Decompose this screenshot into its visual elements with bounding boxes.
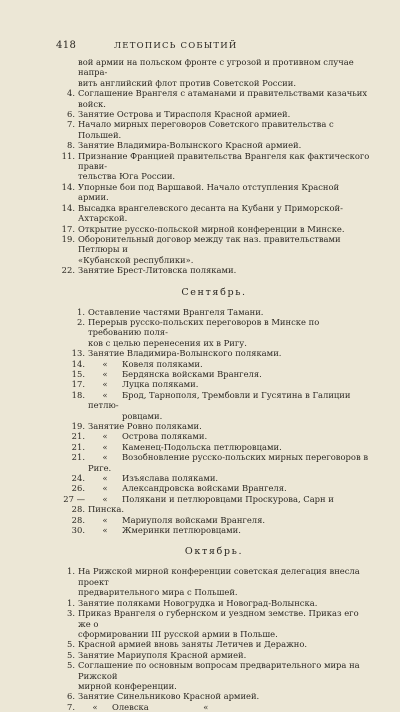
entry-text: Оборонительный договор между так наз. правительствами Петлюры и	[78, 233, 341, 255]
chronology-entry	[56, 359, 372, 369]
ditto-mark: «	[102, 441, 108, 452]
chronology-entry	[56, 650, 372, 660]
ditto-mark: «	[102, 368, 108, 379]
entry-text: Начало мирных переговоров Советского правительства с Польшей.	[78, 119, 334, 140]
chronology-entry	[56, 566, 372, 587]
entry-date: 5.	[67, 660, 75, 671]
entry-date: 5.	[67, 639, 75, 650]
chronology-entry	[56, 348, 372, 358]
entry-continuation: мирной конференции.	[78, 680, 177, 691]
chronology-entry	[56, 452, 372, 473]
chronology-entry	[56, 234, 372, 255]
chronology-entry	[56, 639, 372, 649]
entry-date: 4.	[67, 88, 75, 99]
page-number: 418	[56, 40, 77, 51]
entry-date: 19.	[61, 233, 75, 244]
entry-text: « Луцка поляками.	[88, 379, 372, 389]
ditto-mark: «	[102, 483, 108, 494]
chronology-entry	[56, 494, 372, 515]
entry-text: « Изъяслава поляками.	[88, 473, 372, 483]
entry-date: 17.	[61, 223, 75, 234]
chronology-entry	[56, 515, 372, 525]
entry-date: 6.	[67, 109, 75, 120]
chronology-entry	[56, 691, 372, 701]
month-heading-september: Сентябрь.	[181, 286, 247, 298]
entry-continuation: ков с целью перенесения их в Ригу.	[88, 337, 247, 348]
ditto-mark: «	[102, 452, 108, 463]
intro-entries	[56, 88, 372, 275]
entry-text: Занятие Синельниково Красной армией.	[78, 691, 260, 702]
chronology-entry	[56, 483, 372, 493]
chronology-entry	[56, 151, 372, 172]
entry-date: 5.	[67, 649, 75, 660]
page-header	[56, 40, 372, 51]
chronology-entry	[56, 390, 372, 411]
entry-text: « Бердянска войсками Врангеля.	[88, 369, 372, 379]
chronology-entry	[56, 473, 372, 483]
october-entries	[56, 566, 372, 712]
entry-text: Занятие Владимира-Волынского поляками.	[88, 348, 282, 359]
chronology-entry	[56, 598, 372, 608]
continuation-line: вой армии на польском фронте с угрозой и противном случае напра-	[78, 57, 354, 78]
entry-date: 26.	[71, 483, 85, 494]
ditto-mark: «	[102, 473, 108, 484]
entry-date: 24.	[71, 473, 85, 484]
entry-date: 22.	[61, 265, 75, 276]
entry-date: 2.	[77, 316, 85, 327]
ditto-mark: «	[92, 701, 98, 712]
chronology-entry	[56, 307, 372, 317]
entry-date: 6.	[67, 691, 75, 702]
entry-text: Упорные бои под Варшавой. Начало отступления Красной армии.	[78, 181, 340, 203]
entry-date: 28.	[71, 514, 85, 525]
chronology-entry	[56, 702, 372, 712]
entry-text: « Полякани и петлюровцами Проскурова, Сарн и Пинска.	[88, 493, 334, 515]
entry-date: 3.	[67, 608, 75, 619]
entry-text: Занятие Владимира-Волынского Красной армией.	[78, 140, 302, 151]
entry-date: 11.	[61, 150, 75, 161]
entry-date: 27 — 28.	[63, 493, 85, 515]
entry-date: 14.	[61, 202, 75, 213]
ditto-mark: «	[203, 701, 209, 712]
entry-text: Открытие русско-польской мирной конференции в Минске.	[78, 223, 345, 234]
entry-date: 7.	[67, 701, 75, 712]
ditto-mark: «	[102, 514, 108, 525]
chronology-entry	[56, 88, 372, 109]
chronology-entry	[56, 431, 372, 441]
chronology-entry	[56, 119, 372, 140]
chronology-entry	[56, 182, 372, 203]
entry-date: 30.	[71, 525, 85, 536]
entry-text: « Ковеля поляками.	[88, 359, 372, 369]
entry-date: 21.	[71, 431, 85, 442]
entry-date: 1.	[77, 306, 85, 317]
chronology-entry	[56, 421, 372, 431]
entry-date: 7.	[67, 119, 75, 130]
chronology-entry	[56, 369, 372, 379]
september-entries	[56, 307, 372, 536]
entry-text: « Возобновление русско-польских мирных переговоров в Риге.	[88, 452, 369, 473]
entry-text: Красной армией вновь заняты Летичев и Деражно.	[78, 639, 308, 650]
entry-date: 14.	[71, 358, 85, 369]
chronology-entry	[56, 224, 372, 234]
entry-text: « Брод, Тарнополя, Трембовли и Гусятина в Галиции петлю-	[88, 389, 351, 411]
entry-date: 15.	[71, 368, 85, 379]
entry-date: 21.	[71, 452, 85, 463]
ditto-mark: «	[102, 379, 108, 390]
entry-text: На Рижской мирной конференции советская делегация внесла проект	[78, 566, 360, 587]
continuation-line: вить английский флот против Советской России.	[78, 77, 296, 88]
entry-text: Соглашение Врангеля с атаманами и правительствами казачьих войск.	[78, 88, 368, 109]
entry-text: Соглашение по основным вопросам предварительного мира на Рижской	[78, 660, 360, 681]
entry-continuation: «Кубанской республики».	[78, 254, 194, 265]
entry-text: Перерыв русско-польских переговоров в Минске по требованию поля-	[88, 316, 320, 338]
entry-text: Приказ Врангеля о губернском и уездном земстве. Приказ его же о	[78, 608, 359, 629]
entry-text: Высадка врангелевского десанта на Кубани у Приморской-Ахтарской.	[78, 202, 343, 224]
entry-continuation: предварительного мира с Польшей.	[78, 587, 238, 598]
intro-block	[56, 57, 372, 276]
ditto-mark: «	[102, 358, 108, 369]
entry-text: « Олевска «	[78, 702, 372, 712]
ditto-mark: «	[102, 389, 108, 400]
entry-date: 8.	[67, 140, 75, 151]
entry-date: 14.	[61, 181, 75, 192]
chronology-entry	[56, 265, 372, 275]
ditto-mark: «	[102, 431, 108, 442]
entry-text: « Жмеринки петлюровцами.	[88, 525, 372, 535]
chronology-entry	[56, 525, 372, 535]
chronology-entry	[56, 203, 372, 224]
entry-date: 1.	[67, 597, 75, 608]
month-heading-october: Октябрь.	[184, 546, 244, 558]
entry-text: Занятие Мариуполя Красной армией.	[78, 649, 247, 660]
entry-date: 17.	[71, 379, 85, 390]
entry-text: « Александровска войсками Врангеля.	[88, 483, 372, 493]
running-title: ЛЕТОПИСЬ СОБЫТИЙ	[114, 41, 238, 51]
entry-text: Занятие Ровно поляками.	[88, 421, 202, 431]
ditto-mark: «	[102, 493, 108, 504]
chronology-entry	[56, 442, 372, 452]
chronology-entry	[56, 109, 372, 119]
chronology-entry	[56, 660, 372, 681]
entry-text: Оставление частями Врангеля Тамани.	[88, 306, 264, 317]
ditto-mark: «	[102, 525, 108, 536]
chronology-entry	[56, 608, 372, 629]
entry-text: Признание Францией правительства Врангеля как фактического прави-	[78, 150, 370, 172]
entry-text: Занятие поляками Новогрудка и Новоград-Волынска.	[78, 597, 318, 608]
chronology-entry	[56, 379, 372, 389]
entry-continuation: ровцами.	[122, 410, 163, 421]
entry-text: « Острова поляками.	[88, 431, 372, 441]
entry-date: 1.	[67, 566, 75, 577]
entry-text: « Каменец-Подольска петлюровцами.	[88, 442, 372, 452]
entry-date: 18.	[71, 389, 85, 400]
chronology-entry	[56, 317, 372, 338]
entry-text: Занятие Острова и Тирасполя Красной армией.	[78, 109, 291, 120]
entry-continuation: тельства Юга России.	[78, 171, 176, 182]
entry-date: 13.	[71, 348, 85, 359]
entry-date: 19.	[71, 421, 85, 431]
entry-continuation: сформировании III русской армии в Польше.	[78, 628, 278, 639]
chronology-entry	[56, 140, 372, 150]
entry-text: « Мариуполя войсками Врангеля.	[88, 515, 372, 525]
entry-text: Занятие Брест-Литовска поляками.	[78, 265, 237, 276]
entry-date: 21.	[71, 441, 85, 452]
